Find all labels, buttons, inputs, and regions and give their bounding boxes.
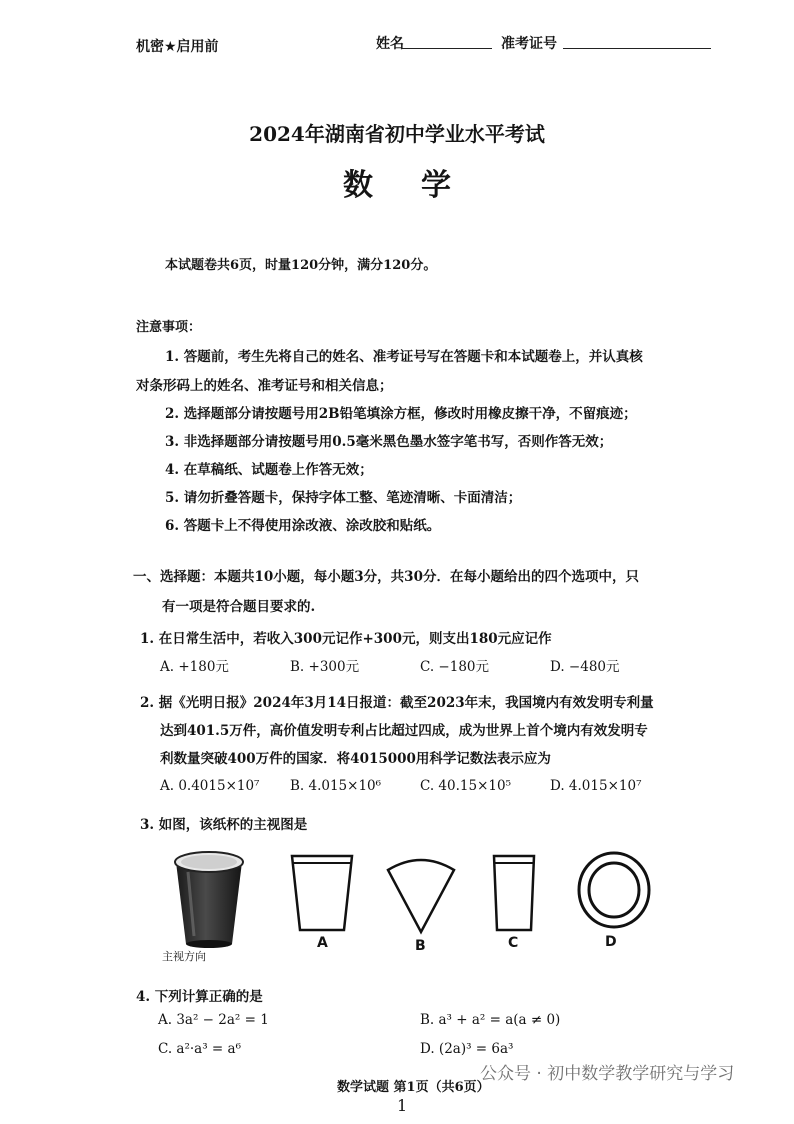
q3-label-c: C (508, 935, 519, 951)
q4-option-a: A. 3a² − 2a² = 1 (158, 1012, 269, 1028)
question-2-stem-cont: 达到401.5万件，高价值发明专利占比超过四成，成为世界上首个境内有效发明专 (160, 723, 648, 739)
q4-option-b: B. a³ + a² = a(a ≠ 0) (420, 1012, 561, 1028)
note-item: 对条形码上的姓名、准考证号和相关信息； (136, 378, 393, 394)
section-heading-cont: 有一项是符合题目要求的. (162, 599, 316, 615)
note-item: 4. 在草稿纸、试题卷上作答无效； (165, 462, 373, 478)
watermark: 公众号 · 初中数学教学研究与学习 (480, 1064, 735, 1084)
section-heading: 一、选择题：本题共10小题，每小题3分，共30分．在每小题给出的四个选项中，只 (133, 569, 639, 585)
q4-option-d: D. (2a)³ = 6a³ (420, 1041, 514, 1057)
question-1-stem: 1. 在日常生活中，若收入300元记作+300元，则支出180元应记作 (140, 631, 552, 647)
name-label: 姓名 (376, 36, 404, 52)
page-number: 1 (397, 1096, 408, 1115)
page-footer: 数学试题 第1页（共6页） (337, 1080, 490, 1095)
paper-cup-image (168, 846, 252, 950)
confidential-label: 机密★启用前 (136, 39, 219, 55)
q3-option-a-figure (290, 852, 354, 932)
q1-option-d: D. −480元 (550, 659, 620, 675)
exam-id-blank-line (563, 48, 711, 49)
note-item: 2. 选择题部分请按题号用2B铅笔填涂方框，修改时用橡皮擦干净，不留痕迹； (165, 406, 637, 422)
exam-title: 2024年湖南省初中学业水平考试 (249, 122, 545, 146)
q3-option-d-figure (576, 850, 652, 930)
note-item: 6. 答题卡上不得使用涂改液、涂改胶和贴纸。 (165, 518, 441, 534)
exam-id-label: 准考证号 (501, 36, 557, 52)
note-item: 1. 答题前，考生先将自己的姓名、准考证号写在答题卡和本试题卷上，并认真核 (165, 349, 643, 365)
q2-option-b: B. 4.015×10⁶ (290, 778, 382, 794)
q3-label-a: A (317, 935, 328, 951)
q2-option-d: D. 4.015×10⁷ (550, 778, 642, 794)
q1-option-a: A. +180元 (160, 659, 229, 675)
question-2-stem-cont: 利数量突破400万件的国家．将4015000用科学记数法表示应为 (160, 751, 551, 767)
q2-option-c: C. 40.15×10⁵ (420, 778, 511, 794)
q3-option-b-figure (386, 854, 456, 936)
question-3-stem: 3. 如图，该纸杯的主视图是 (140, 817, 308, 833)
q3-label-d: D (605, 934, 617, 950)
question-4-stem: 4. 下列计算正确的是 (136, 989, 263, 1005)
q4-option-c: C. a²·a³ = a⁶ (158, 1041, 241, 1057)
q1-option-b: B. +300元 (290, 659, 360, 675)
q3-option-c-figure (492, 852, 536, 932)
q3-label-b: B (415, 938, 426, 954)
note-item: 5. 请勿折叠答题卡，保持字体工整、笔迹清晰、卡面清洁； (165, 490, 522, 506)
note-item: 3. 非选择题部分请按题号用0.5毫米黑色墨水签字笔书写，否则作答无效； (165, 434, 613, 450)
name-blank-line (402, 48, 492, 49)
subject-title: 数学 (343, 168, 499, 203)
notes-heading: 注意事项： (136, 320, 202, 335)
exam-info: 本试题卷共6页，时量120分钟，满分120分。 (165, 258, 437, 273)
q2-option-a: A. 0.4015×10⁷ (160, 778, 260, 794)
question-2-stem: 2. 据《光明日报》2024年3月14日报道：截至2023年末，我国境内有效发明专利量 (140, 695, 654, 711)
q1-option-c: C. −180元 (420, 659, 490, 675)
view-direction-label: 主视方向 (162, 950, 206, 963)
